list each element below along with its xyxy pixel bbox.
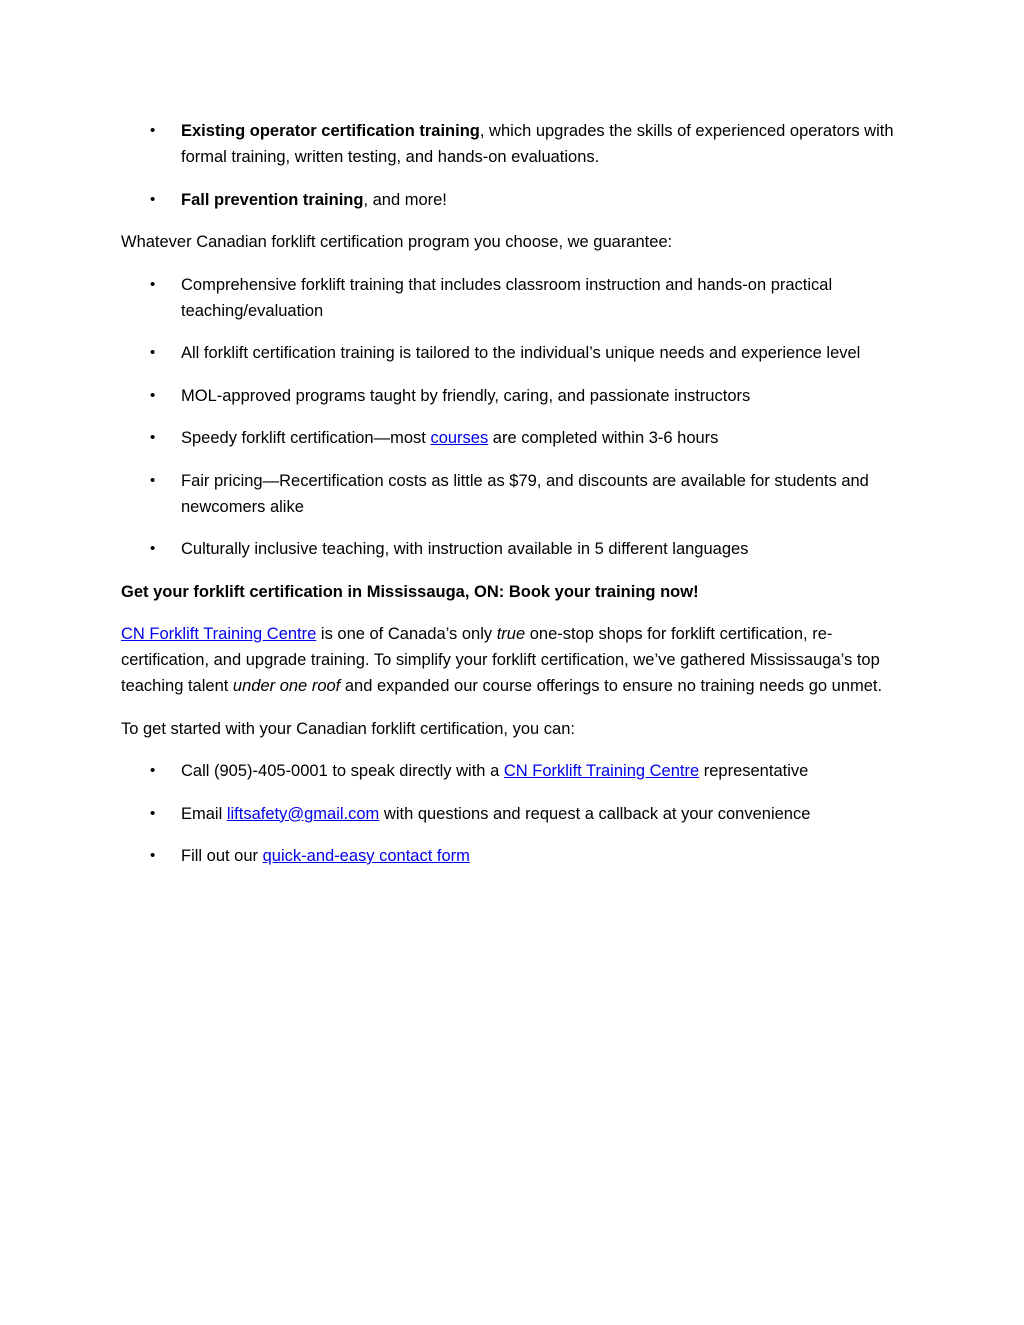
item-text: Speedy forklift certification—most: [181, 429, 431, 447]
list-item: [121, 118, 911, 170]
list-item: [121, 272, 911, 324]
list-item: [121, 340, 911, 366]
bullet-icon: •: [150, 847, 156, 864]
list-item: [121, 425, 911, 451]
item-title: Existing operator certification training: [181, 122, 480, 140]
item-text: Comprehensive forklift training that includes classroom instruction and hands-on practical teaching/evaluation: [181, 275, 833, 320]
item-text: MOL-approved programs taught by friendly, caring, and passionate instructors: [181, 386, 751, 405]
bullet-icon: •: [150, 386, 156, 404]
training-list: [121, 118, 911, 213]
bullet-icon: •: [150, 762, 156, 779]
section-heading: Get your forklift certification in Mississauga, ON: Book your training now!: [121, 582, 699, 601]
item-text: Email: [181, 804, 227, 823]
bullet-icon: •: [150, 471, 156, 489]
emphasis-text: true: [496, 625, 526, 643]
emphasis-text: under one roof: [232, 677, 341, 695]
item-text: , and more!: [363, 190, 447, 209]
bullet-icon: •: [150, 429, 156, 446]
training-centre-link[interactable]: CN Forklift Training Centre: [503, 762, 700, 780]
list-item: [121, 468, 911, 520]
guarantee-list: [121, 272, 911, 563]
item-text: Call (905)-405-0001 to speak directly with a: [181, 762, 504, 780]
list-item: [121, 383, 911, 409]
bullet-icon: •: [150, 190, 156, 208]
item-text: Fair pricing—Recertification costs as little as $79, and discounts are available for students and newcomers alike: [181, 471, 869, 516]
bullet-icon: •: [150, 540, 156, 557]
bullet-icon: •: [150, 804, 156, 822]
item-text: Fill out our: [181, 847, 263, 865]
email-link[interactable]: liftsafety@gmail.com: [226, 804, 380, 823]
item-text: All forklift certification training is tailored to the individual’s unique needs and experience level: [181, 344, 861, 362]
item-text: representative: [699, 762, 809, 780]
courses-link[interactable]: courses: [430, 429, 489, 447]
item-text: with questions and request a callback at your convenience: [379, 804, 811, 823]
about-text: is one of Canada’s only: [316, 625, 497, 643]
guarantee-intro: Whatever Canadian forklift certification program you choose, we guarantee:: [121, 233, 673, 251]
list-item: [121, 843, 911, 869]
about-text: and expanded our course offerings to ensure no training needs go unmet.: [340, 677, 883, 695]
item-title: Fall prevention training: [181, 190, 364, 209]
item-text: Culturally inclusive teaching, with instruction available in 5 different languages: [181, 540, 749, 558]
contact-list: [121, 758, 911, 869]
about-paragraph: [121, 621, 911, 699]
list-item: [121, 187, 911, 213]
item-text: are completed within 3-6 hours: [488, 429, 719, 447]
list-item: [121, 801, 911, 827]
item-text: , which upgrades the skills of experienced operators with formal training, written testing, and hands-on evaluations.: [181, 122, 894, 166]
bullet-icon: •: [150, 122, 156, 139]
bullet-icon: •: [150, 344, 156, 361]
get-started-intro: To get started with your Canadian forklift certification, you can:: [121, 719, 575, 738]
about-text: one-stop shops for forklift certification, re-certification, and upgrade training. To simplify your forklift certification, we’ve gathered Mississauga’s top teaching talent: [121, 625, 880, 695]
bullet-icon: •: [150, 275, 156, 293]
contact-form-link[interactable]: quick-and-easy contact form: [262, 847, 470, 865]
document-page: [121, 118, 911, 886]
training-centre-link[interactable]: CN Forklift Training Centre: [121, 625, 317, 643]
list-item: [121, 758, 911, 784]
list-item: [121, 536, 911, 562]
